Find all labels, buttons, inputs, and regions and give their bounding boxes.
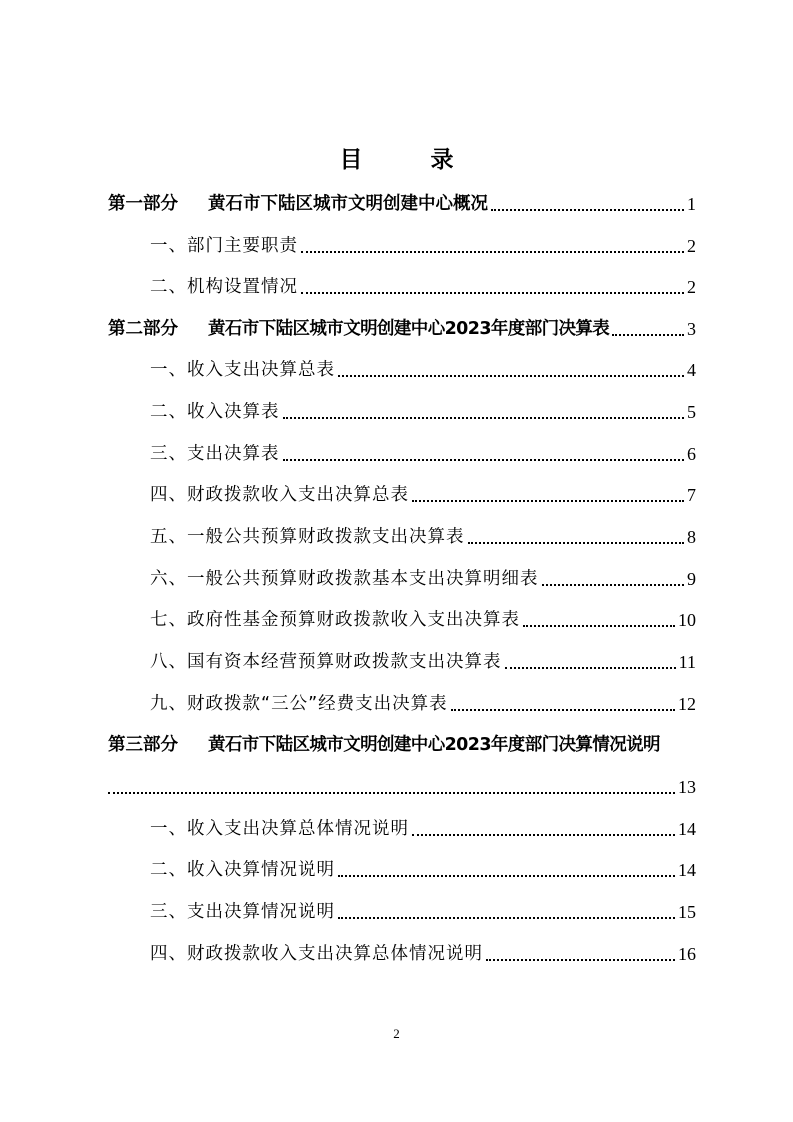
toc-page-number: 3 <box>687 319 696 339</box>
toc-entry[interactable] <box>150 690 696 718</box>
toc-page-number: 9 <box>687 569 696 589</box>
footer-page-number: 2 <box>393 1026 400 1041</box>
toc-leader-dots <box>301 251 684 253</box>
toc-leader-dots <box>108 792 675 794</box>
toc-leader-dots <box>468 542 685 544</box>
toc-page-number: 13 <box>678 777 696 797</box>
toc-leader-dots <box>412 834 675 836</box>
toc-entry-title: 四、财政拨款收入支出决算总表 <box>150 485 409 505</box>
toc-page-number: 10 <box>678 610 696 630</box>
page-title: 目 录 <box>339 147 484 173</box>
toc-entry-part-3-continuation[interactable] <box>108 773 696 801</box>
toc-leader-dots <box>491 209 684 211</box>
toc-entry-title: 黄石市下陆区城市文明创建中心2023年度部门决算情况说明 <box>208 735 660 755</box>
toc-entry-title: 黄石市下陆区城市文明创建中心概况 <box>208 194 488 214</box>
toc-page-number: 6 <box>687 444 696 464</box>
toc-entry-title: 七、政府性基金预算财政拨款收入支出决算表 <box>150 610 520 630</box>
toc-page-number: 16 <box>678 944 696 964</box>
toc-entry[interactable] <box>150 565 696 593</box>
toc-entry-title: 三、支出决算情况说明 <box>150 902 335 922</box>
toc-part-number: 第二部分 <box>108 319 178 339</box>
toc-entry-title: 四、财政拨款收入支出决算总体情况说明 <box>150 944 483 964</box>
toc-leader-dots <box>338 917 675 919</box>
toc-page-number: 1 <box>687 194 696 214</box>
toc-page-number: 2 <box>687 236 696 256</box>
toc-entry-title: 六、一般公共预算财政拨款基本支出决算明细表 <box>150 569 539 589</box>
toc-leader-dots <box>412 500 684 502</box>
toc-entry[interactable] <box>150 440 696 468</box>
toc-entry[interactable] <box>150 523 696 551</box>
toc-leader-dots <box>523 625 675 627</box>
toc-entry[interactable] <box>150 815 696 843</box>
toc-entry-title: 九、财政拨款“三公”经费支出决算表 <box>150 694 448 714</box>
toc-entry[interactable] <box>150 481 696 509</box>
toc-entry[interactable] <box>150 356 696 384</box>
toc-page-number: 14 <box>678 860 696 880</box>
toc-entry[interactable] <box>150 606 696 634</box>
toc-entry[interactable] <box>150 940 696 968</box>
toc-leader-dots <box>283 459 685 461</box>
toc-part-number: 第三部分 <box>108 735 178 755</box>
toc-entry[interactable] <box>150 648 696 676</box>
toc-entry-title: 三、支出决算表 <box>150 444 280 464</box>
toc-leader-dots <box>505 667 676 669</box>
toc-page-number: 15 <box>678 902 696 922</box>
toc-entry-title: 二、收入决算表 <box>150 402 280 422</box>
toc-entry-title: 一、收入支出决算总表 <box>150 360 335 380</box>
toc-leader-dots <box>301 292 684 294</box>
toc-leader-dots <box>486 959 675 961</box>
toc-entry[interactable] <box>150 273 696 301</box>
toc-leader-dots <box>612 334 684 336</box>
toc-page-number: 12 <box>678 694 696 714</box>
toc-entry-title: 一、收入支出决算总体情况说明 <box>150 819 409 839</box>
toc-page-number: 8 <box>687 527 696 547</box>
toc-leader-dots <box>338 375 684 377</box>
toc-page-number: 2 <box>687 277 696 297</box>
toc-page-number: 11 <box>678 652 696 672</box>
toc-page-number: 14 <box>678 819 696 839</box>
toc-page-number: 5 <box>687 402 696 422</box>
toc-part-number: 第一部分 <box>108 194 178 214</box>
toc-entry-title: 黄石市下陆区城市文明创建中心2023年度部门决算表 <box>208 319 610 339</box>
toc-leader-dots <box>283 417 685 419</box>
toc-leader-dots <box>451 709 675 711</box>
toc-entry[interactable] <box>150 856 696 884</box>
toc-leader-dots <box>338 875 675 877</box>
toc-entry-title: 八、国有资本经营预算财政拨款支出决算表 <box>150 652 502 672</box>
toc-entry[interactable] <box>150 398 696 426</box>
toc-leader-dots <box>542 584 685 586</box>
toc-entry[interactable] <box>150 232 696 260</box>
toc-entry-title: 二、机构设置情况 <box>150 277 298 297</box>
toc-entry-title: 五、一般公共预算财政拨款支出决算表 <box>150 527 465 547</box>
toc-entry-title: 一、部门主要职责 <box>150 236 298 256</box>
toc-entry[interactable] <box>150 898 696 926</box>
toc-page-number: 7 <box>687 485 696 505</box>
toc-entry-part-2[interactable] <box>108 315 696 343</box>
toc-entry-part-3[interactable] <box>108 731 708 759</box>
toc-page-number: 4 <box>687 360 696 380</box>
toc-entry-title: 二、收入决算情况说明 <box>150 860 335 880</box>
toc-entry-part-1[interactable] <box>108 190 696 218</box>
